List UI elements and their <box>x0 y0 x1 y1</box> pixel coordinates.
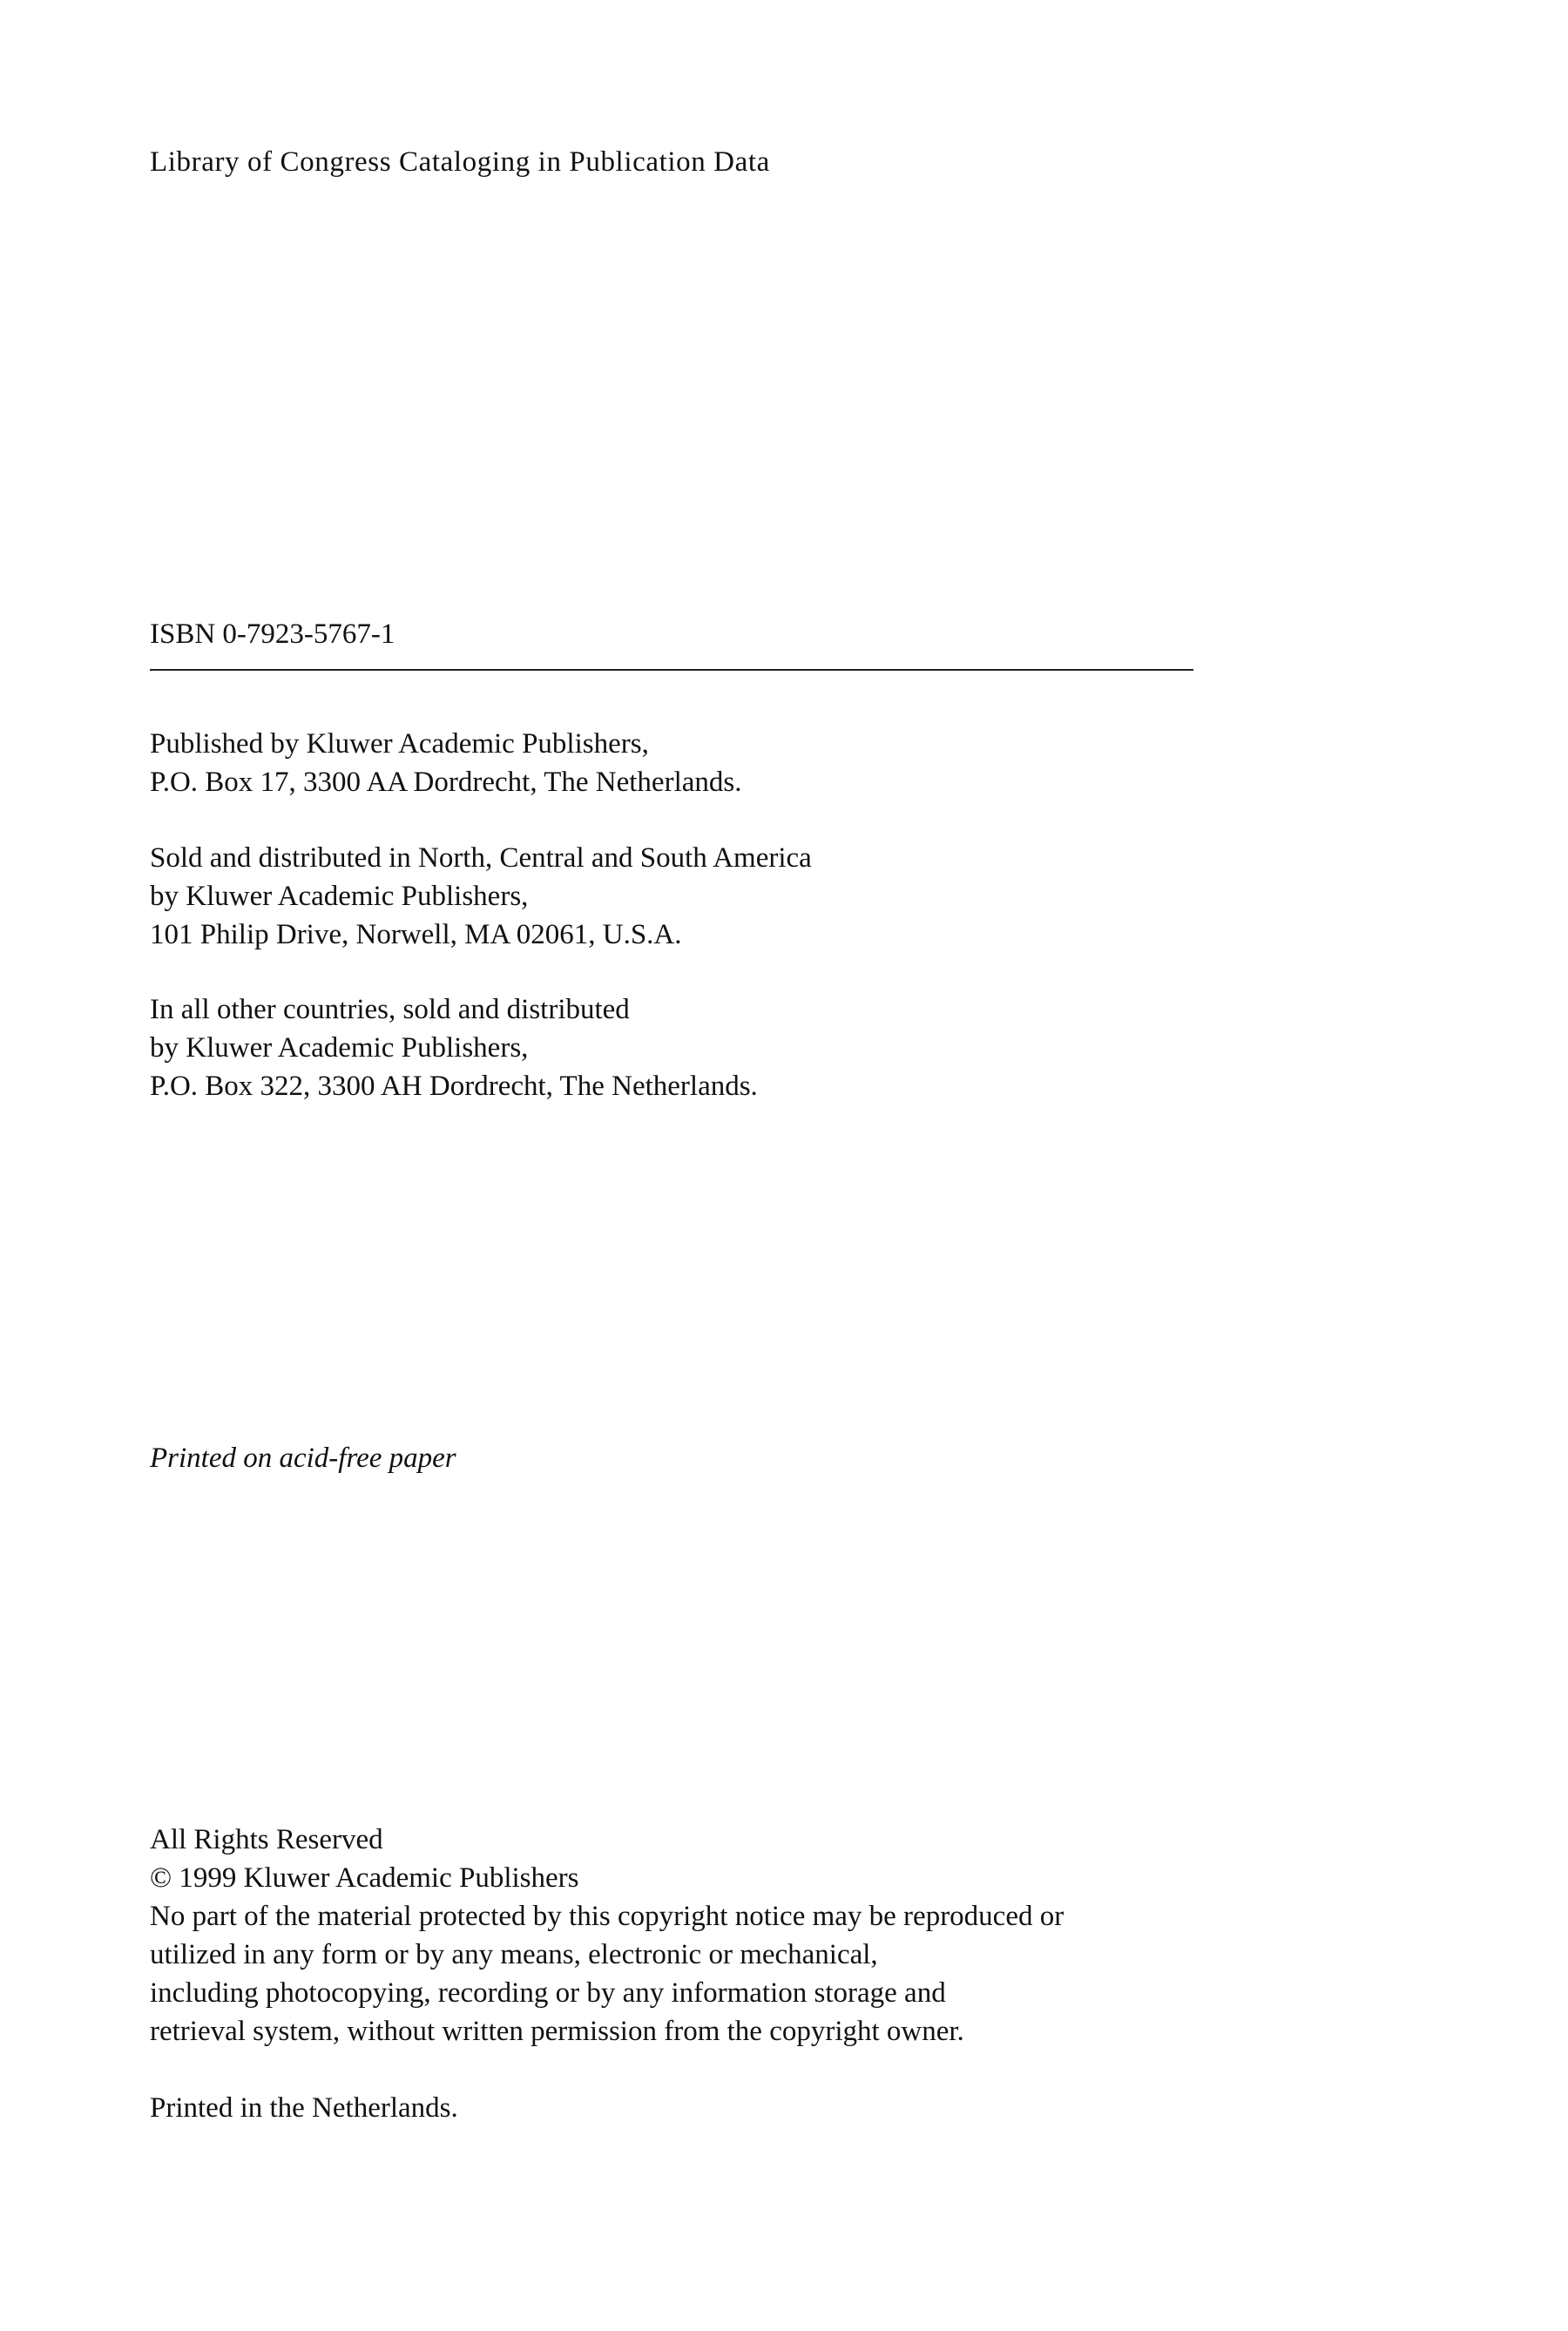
separator-rule <box>150 669 1193 671</box>
publisher-block <box>150 725 741 801</box>
rights-line: All Rights Reserved <box>150 1824 383 1855</box>
other-countries-line: by Kluwer Academic Publishers, <box>150 1032 529 1064</box>
copyright-line: © 1999 Kluwer Academic Publishers <box>150 1862 579 1894</box>
other-countries-line: P.O. Box 322, 3300 AH Dordrecht, The Netherlands. <box>150 1071 758 1102</box>
publisher-line: P.O. Box 17, 3300 AA Dordrecht, The Netherlands. <box>150 767 742 798</box>
rights-line: retrieval system, without written permission from the copyright owner. <box>150 2016 964 2047</box>
cip-heading: Library of Congress Cataloging in Publication Data <box>150 146 770 178</box>
other-countries-line: In all other countries, sold and distributed <box>150 994 630 1025</box>
americas-line: by Kluwer Academic Publishers, <box>150 881 529 912</box>
rights-block <box>150 1821 1064 2051</box>
isbn-number: ISBN 0-7923-5767-1 <box>150 618 395 650</box>
americas-distribution-block <box>150 839 812 954</box>
other-countries-distribution-block <box>150 990 758 1105</box>
rights-line: No part of the material protected by this copyright notice may be reproduced or <box>150 1901 1064 1932</box>
americas-line: 101 Philip Drive, Norwell, MA 02061, U.S.A. <box>150 919 682 950</box>
publisher-line: Published by Kluwer Academic Publishers, <box>150 728 649 760</box>
rights-line: including photocopying, recording or by any information storage and <box>150 1977 946 2009</box>
printed-in-note: Printed in the Netherlands. <box>150 2092 458 2124</box>
rights-line: utilized in any form or by any means, electronic or mechanical, <box>150 1939 878 1970</box>
acid-free-note: Printed on acid-free paper <box>150 1443 456 1474</box>
americas-line: Sold and distributed in North, Central and South America <box>150 842 812 874</box>
